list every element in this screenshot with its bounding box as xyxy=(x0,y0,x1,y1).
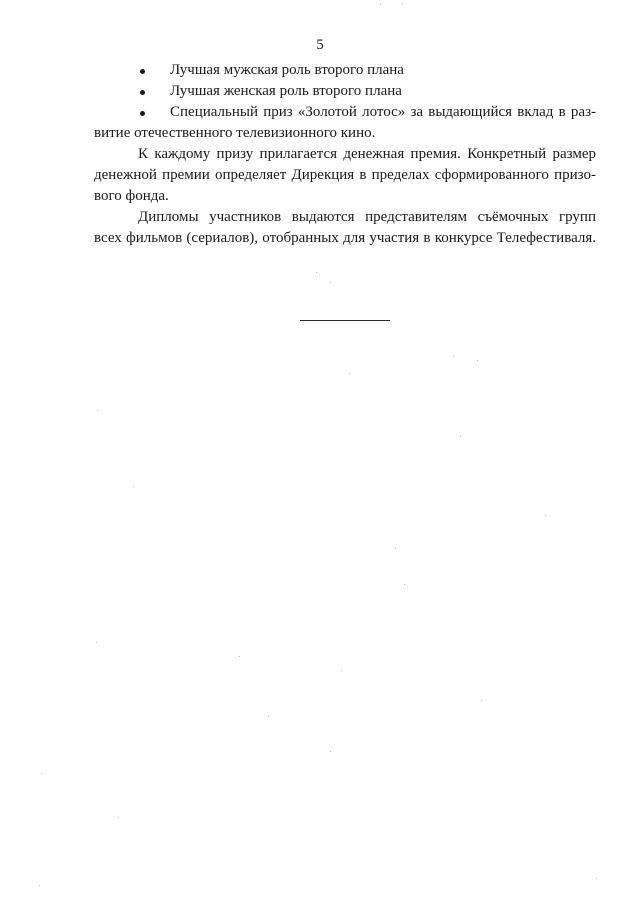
scan-speck xyxy=(460,436,461,437)
scan-speck xyxy=(330,751,331,752)
scan-speck xyxy=(268,716,269,717)
list-item-text: Лучшая женская роль второго плана xyxy=(170,83,402,99)
list-item-text-continuation: витие отечественного телевизионного кино. xyxy=(94,125,376,141)
scan-speck xyxy=(402,3,403,4)
page-number: 5 xyxy=(316,37,324,53)
scan-speck xyxy=(380,4,381,5)
scan-speck xyxy=(481,700,482,701)
paragraph-line: всех фильмов (сериалов), отобранных для участия в конкурсе Телефестиваля. xyxy=(94,230,596,246)
scan-speck xyxy=(97,410,98,411)
bullet-icon xyxy=(140,69,145,74)
paragraph-line: денежной премии определяет Дирекция в пределах сформированного призо- xyxy=(94,167,596,183)
scan-speck xyxy=(453,356,454,357)
bullet-icon xyxy=(140,111,145,116)
bullet-icon xyxy=(140,90,145,95)
paragraph-line: Дипломы участников выдаются представителям съёмочных групп xyxy=(138,209,596,225)
paragraph-line: К каждому призу прилагается денежная премия. Конкретный размер xyxy=(138,146,596,162)
scan-speck xyxy=(545,515,546,516)
scan-speck xyxy=(118,817,119,818)
scan-speck xyxy=(316,272,317,273)
scan-speck xyxy=(341,670,342,671)
scan-speck xyxy=(596,878,597,879)
scan-speck xyxy=(39,885,40,886)
scan-speck xyxy=(349,373,350,374)
scan-speck xyxy=(477,360,478,361)
scan-speck xyxy=(133,486,134,487)
scan-speck xyxy=(404,584,405,585)
closing-separator xyxy=(300,320,390,321)
scan-speck xyxy=(395,548,396,549)
list-item-text: Лучшая мужская роль второго плана xyxy=(170,62,404,78)
scan-speck xyxy=(96,642,97,643)
list-item-text: Специальный приз «Золотой лотос» за выдающийся вклад в раз- xyxy=(170,104,596,120)
scan-speck xyxy=(239,656,240,657)
paragraph-line: вого фонда. xyxy=(94,188,169,204)
scan-speck xyxy=(330,282,331,283)
scan-speck xyxy=(41,773,42,774)
